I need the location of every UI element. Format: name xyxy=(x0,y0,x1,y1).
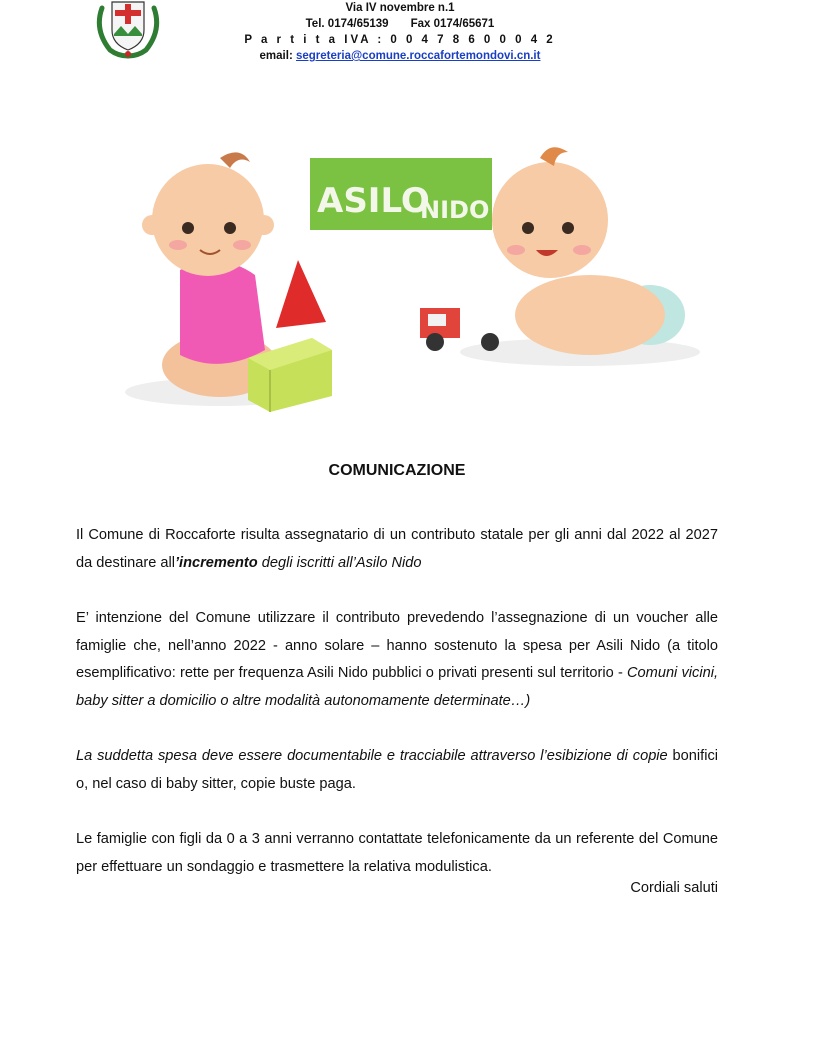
document-body xyxy=(76,522,718,909)
paragraph-voucher: E’ intenzione del Comune utilizzare il contributo prevedendo l’assegnazione di un voucher alle famiglie che, nell’anno 2022 - anno solare – hanno sostenuto la spesa per Asili Nido (a titolo esemplificativo: rette per frequenza Asili Nido pubblici o privati presenti sul territorio - Comuni vicini, baby sitter a domicilio o altre modalità autonomamente determinate…) xyxy=(76,610,718,709)
address: Via IV novembre n.1 xyxy=(345,2,455,14)
paragraph-documentazione: La suddetta spesa deve essere documentabile e tracciabile attraverso l’esibizione di copie bonifici o, nel caso di baby sitter, copie buste paga. xyxy=(76,748,718,792)
toy-truck-icon xyxy=(420,302,500,351)
asilo-nido-illustration xyxy=(80,100,720,430)
paragraph-contatto: Le famiglie con figli da 0 a 3 anni verranno contattate telefonicamente da un referente del Comune per effettuare un sondaggio e trasmettere la relativa modulistica. xyxy=(76,831,718,875)
email-line xyxy=(220,48,580,64)
vat-number: P a r t i t a IVA : 0 0 4 7 8 6 0 0 0 4 2 xyxy=(244,34,556,46)
phone: Tel. 0174/65139 xyxy=(305,18,389,30)
asilo-nido-sign xyxy=(310,158,492,230)
svg-text:NIDO: NIDO xyxy=(420,196,490,224)
paragraph-contributo: Il Comune di Roccaforte risulta assegnatario di un contributo statale per gli anni dal 2022 al 2027 da destinare all’incremento degli iscritti all’Asilo Nido xyxy=(76,527,718,571)
baby-right-icon xyxy=(492,147,685,355)
email-label: email: xyxy=(259,50,293,62)
email-link[interactable]: segreteria@comune.roccafortemondovi.cn.it xyxy=(295,50,541,62)
phone-fax-line xyxy=(220,16,580,32)
pyramid-toy-icon xyxy=(276,260,326,328)
svg-text:ASILO: ASILO xyxy=(317,181,430,221)
municipal-crest-logo xyxy=(88,0,168,60)
closing-greeting: Cordiali saluti xyxy=(630,880,718,896)
document-title: COMUNICAZIONE xyxy=(328,462,466,479)
letterhead xyxy=(220,0,580,64)
fax: Fax 0174/65671 xyxy=(410,18,495,30)
